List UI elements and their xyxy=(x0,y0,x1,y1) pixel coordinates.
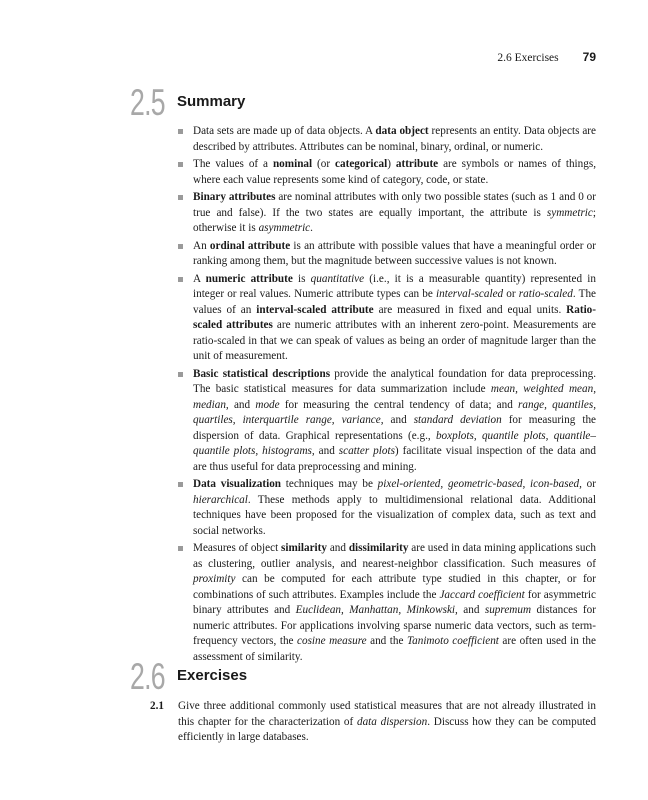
text-run: distances for numeric attributes. For applications involving sparse numeric data vectors, such as term-frequency vectors, the xyxy=(193,604,596,647)
bold-term: attribute xyxy=(395,158,439,170)
text-run: . These methods apply to multidimensional relational data. Additional techniques have been proposed for the visualization of complex data, such as text and social networks. xyxy=(193,493,596,537)
bold-term: Binary attributes xyxy=(193,191,276,203)
text-run: are symbols or names of things, where each value represents some kind of category, code, or state. xyxy=(193,158,597,186)
running-head xyxy=(497,50,596,64)
text-run: An xyxy=(193,239,210,252)
italic-term: hierarchical xyxy=(193,493,248,506)
italic-term: symmetric xyxy=(546,206,593,219)
text-run: A xyxy=(193,272,206,285)
running-head-section: 2.6 Exercises xyxy=(497,52,559,64)
square-bullet-icon xyxy=(178,482,183,487)
text-run: and the xyxy=(366,635,407,647)
section-title-summary: Summary xyxy=(177,93,246,110)
bold-term: interval-scaled attribute xyxy=(256,303,374,316)
text-run: The values of a xyxy=(193,158,273,170)
italic-term: pixel-oriented, geometric-based, icon-based, xyxy=(377,478,582,490)
section-number-exercises: 2.6 xyxy=(130,656,165,697)
text-run: can be computed for each attribute type studied in this chapter, or for combinations of such attributes. Examples include the xyxy=(193,573,596,601)
italic-term: interval-scaled xyxy=(436,288,504,300)
text-run: and xyxy=(327,542,349,554)
summary-bullet-item xyxy=(178,541,596,665)
text-run: are often used in the assessment of similarity. xyxy=(193,635,596,663)
summary-list xyxy=(178,124,596,667)
text-run: provide the analytical foundation for data preprocessing. The basic statistical measures for data summarization include xyxy=(193,367,597,395)
bold-term: ordinal attribute xyxy=(209,239,291,252)
italic-term: mean, weighted mean, median, xyxy=(193,383,596,411)
summary-bullet-item xyxy=(178,367,596,476)
text-run: is xyxy=(292,272,311,285)
text-run: and xyxy=(457,604,485,616)
italic-term: Jaccard coefficient xyxy=(439,588,525,601)
italic-term: data dispersion xyxy=(356,715,428,728)
text-run: . The values of an xyxy=(193,288,597,316)
italic-term: Euclidean, Manhattan, Minkowski, xyxy=(295,604,458,616)
bold-term: Basic statistical descriptions xyxy=(193,367,331,380)
bold-term: dissimilarity xyxy=(348,542,409,554)
text-run: or xyxy=(581,478,596,490)
italic-term: standard deviation xyxy=(413,414,502,426)
text-run: are numeric attributes with an inherent zero-point. Measurements are ratio-scaled in that we can speak of values as being an order of magnitude larger than the unit of measurement. xyxy=(193,319,596,362)
text-run: . Discuss how they can be computed efficiently in large databases. xyxy=(178,715,596,743)
square-bullet-icon xyxy=(178,162,183,167)
square-bullet-icon xyxy=(178,372,183,377)
summary-bullet-item xyxy=(178,124,596,155)
exercise-item xyxy=(150,699,596,746)
text-run: is an attribute with possible values that have a meaningful order or ranking among them, but the magnitude between successive values is not known. xyxy=(193,239,596,267)
italic-term: mode xyxy=(255,398,280,411)
bold-term: nominal xyxy=(272,158,313,170)
summary-bullet-item xyxy=(178,272,596,365)
text-run: for asymmetric binary attributes and xyxy=(193,588,596,616)
text-run: for measuring the central tendency of data; and xyxy=(279,398,519,411)
italic-term: supremum xyxy=(484,604,532,616)
italic-term: proximity xyxy=(193,573,236,585)
section-number-summary: 2.5 xyxy=(130,82,165,123)
bold-term: similarity xyxy=(281,542,327,554)
italic-term: quantitative xyxy=(310,272,365,285)
bold-term: numeric attribute xyxy=(205,272,293,285)
text-run: . xyxy=(310,222,313,234)
summary-bullet-item xyxy=(178,239,596,270)
italic-term: asymmetric xyxy=(258,222,311,234)
text-run: are nominal attributes with only two possible states (such as 1 and 0 or true and false). If the two states are equally important, the attribute is xyxy=(193,191,596,219)
square-bullet-icon xyxy=(178,195,183,200)
text-run: for measuring the dispersion of data. Graphical representations (e.g., xyxy=(193,414,597,442)
text-run: Give three additional commonly used statistical measures that are not already illustrated in this chapter for the characterization of xyxy=(178,700,596,728)
text-run: are measured in fixed and equal units. xyxy=(373,303,567,316)
page-number: 79 xyxy=(582,50,596,64)
italic-term: range, quantiles, quartiles, interquartile range, variance, xyxy=(193,398,596,426)
square-bullet-icon xyxy=(178,277,183,282)
text-run: ; otherwise it is xyxy=(193,206,596,234)
text-run: represents an entity. Data objects are described by attributes. Attributes can be nominal, binary, ordinal, or numeric. xyxy=(193,125,597,153)
summary-bullet-item xyxy=(178,477,596,539)
summary-bullet-item xyxy=(178,190,596,237)
italic-term: cosine measure xyxy=(297,635,367,647)
bold-term: Data visualization xyxy=(193,478,282,490)
italic-term: boxplots, quantile plots, quantile–quantile plots, histograms, xyxy=(193,429,596,457)
italic-term: Tanimoto coefficient xyxy=(406,635,499,647)
text-run: techniques may be xyxy=(281,478,378,490)
bold-term: Ratio-scaled attributes xyxy=(193,303,596,331)
text-run: ) xyxy=(387,158,396,170)
italic-term: ratio-scaled xyxy=(518,288,573,300)
bold-term: data object xyxy=(375,125,429,137)
square-bullet-icon xyxy=(178,129,183,134)
text-run: Measures of object xyxy=(193,542,281,554)
text-run: ) facilitate visual inspection of the data and are thus useful for data preprocessing and mining. xyxy=(193,445,596,473)
text-run: and xyxy=(228,398,256,411)
square-bullet-icon xyxy=(178,546,183,551)
bold-term: categorical xyxy=(335,158,388,170)
text-run: (or xyxy=(312,158,336,170)
summary-bullet-item xyxy=(178,157,596,188)
exercise-text xyxy=(178,699,596,746)
square-bullet-icon xyxy=(178,244,183,249)
italic-term: scatter plots xyxy=(338,445,395,457)
section-title-exercises: Exercises xyxy=(177,667,248,684)
text-run: and xyxy=(314,445,339,457)
exercise-number: 2.1 xyxy=(150,700,164,712)
text-run: (i.e., it is a measurable quantity) represented in integer or real values. Numeric attribute types can be xyxy=(193,272,596,300)
text-run: are used in data mining applications such as clustering, outlier analysis, and nearest-neighbor classification. Such measures of xyxy=(193,542,597,570)
text-run: Data sets are made up of data objects. A xyxy=(193,125,376,137)
text-run: or xyxy=(503,288,519,300)
text-run: and xyxy=(383,414,414,426)
